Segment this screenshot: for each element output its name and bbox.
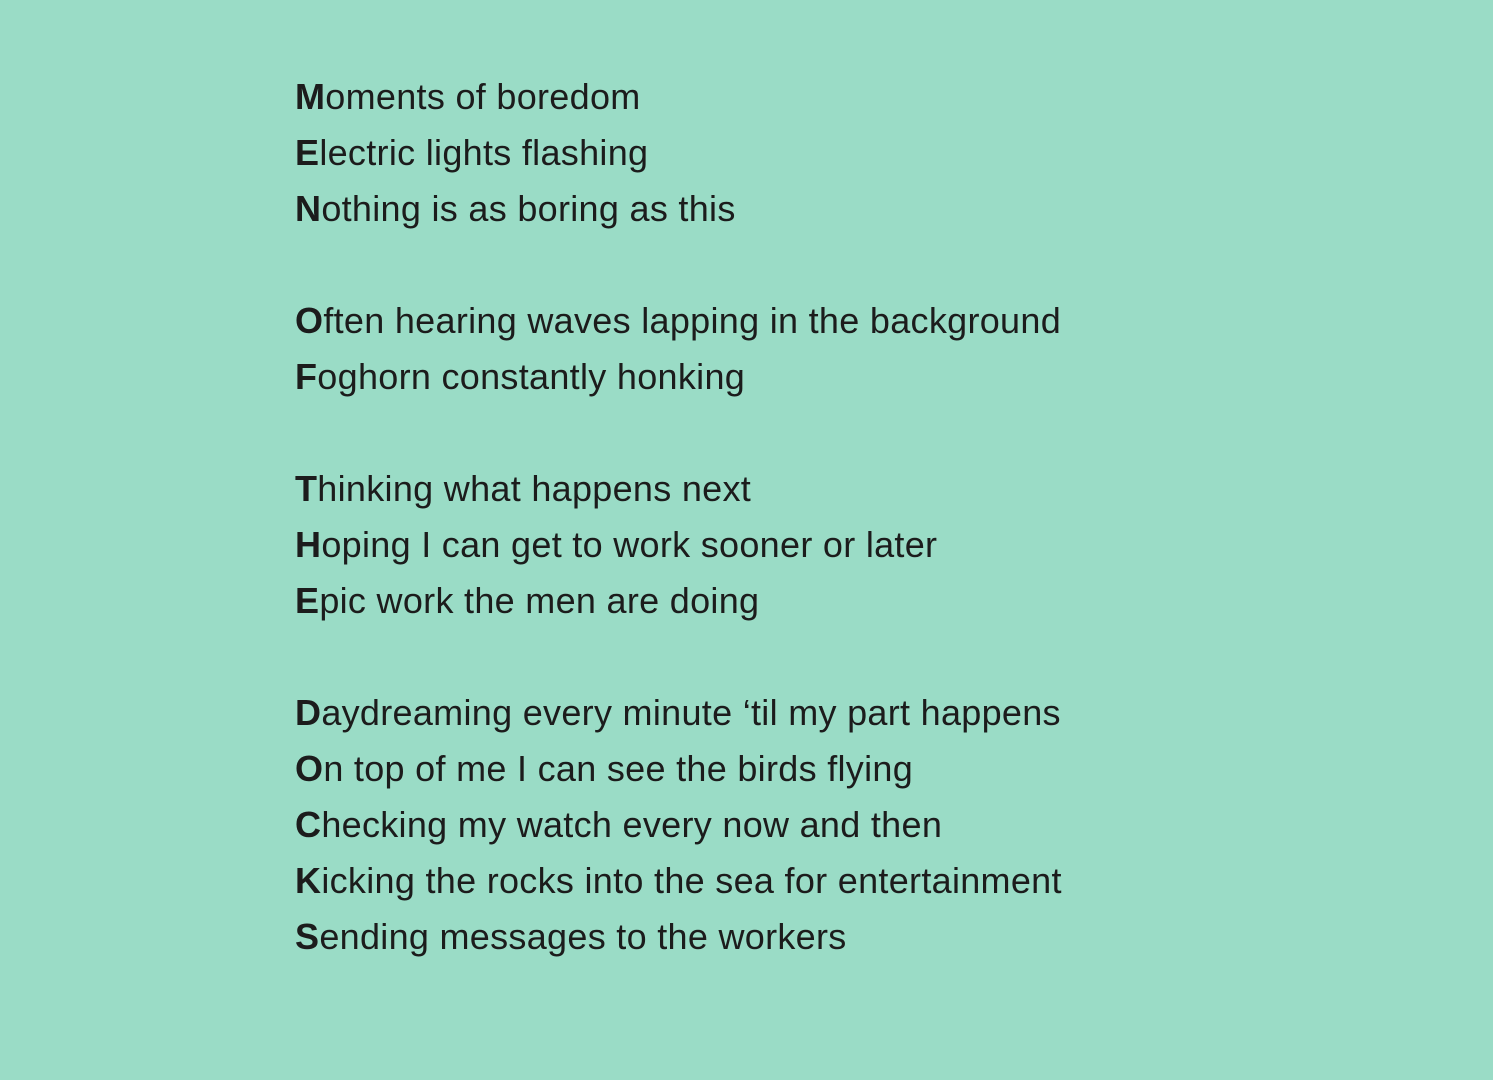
line-text: aydreaming every minute ‘til my part happens — [321, 692, 1061, 733]
acrostic-initial: T — [295, 468, 318, 509]
poem-line — [295, 573, 1062, 629]
poem-stanza-3 — [295, 461, 1062, 629]
line-text: oments of boredom — [325, 76, 641, 117]
poem-line — [295, 685, 1062, 741]
poem-line — [295, 853, 1062, 909]
poem-stanza-1 — [295, 69, 1062, 237]
acrostic-initial: K — [295, 860, 322, 901]
acrostic-initial: H — [295, 524, 322, 565]
poem-stanza-4 — [295, 685, 1062, 965]
poem-line — [295, 125, 1062, 181]
poem-line — [295, 461, 1062, 517]
poem-line — [295, 181, 1062, 237]
line-text: oghorn constantly honking — [317, 356, 746, 397]
acrostic-initial: E — [295, 132, 320, 173]
poem-line — [295, 349, 1062, 405]
poem-line — [295, 293, 1062, 349]
line-text: hecking my watch every now and then — [321, 804, 943, 845]
poem-line — [295, 69, 1062, 125]
line-text: ending messages to the workers — [319, 916, 847, 957]
line-text: ften hearing waves lapping in the background — [323, 300, 1062, 341]
poem-line — [295, 517, 1062, 573]
acrostic-initial: E — [295, 580, 320, 621]
acrostic-initial: S — [295, 916, 320, 957]
line-text: icking the rocks into the sea for entertainment — [321, 860, 1062, 901]
poem-line — [295, 797, 1062, 853]
line-text: n top of me I can see the birds flying — [323, 748, 914, 789]
poem — [295, 69, 1062, 965]
line-text: othing is as boring as this — [321, 188, 736, 229]
acrostic-initial: D — [295, 692, 322, 733]
poem-line — [295, 909, 1062, 965]
line-text: lectric lights flashing — [319, 132, 649, 173]
acrostic-initial: F — [295, 356, 318, 397]
poem-stanza-2 — [295, 293, 1062, 405]
acrostic-initial: C — [295, 804, 322, 845]
line-text: pic work the men are doing — [319, 580, 760, 621]
poem-line — [295, 741, 1062, 797]
acrostic-initial: O — [295, 748, 324, 789]
acrostic-initial: O — [295, 300, 324, 341]
acrostic-initial: M — [295, 76, 326, 117]
acrostic-initial: N — [295, 188, 322, 229]
line-text: oping I can get to work sooner or later — [321, 524, 938, 565]
line-text: hinking what happens next — [317, 468, 752, 509]
